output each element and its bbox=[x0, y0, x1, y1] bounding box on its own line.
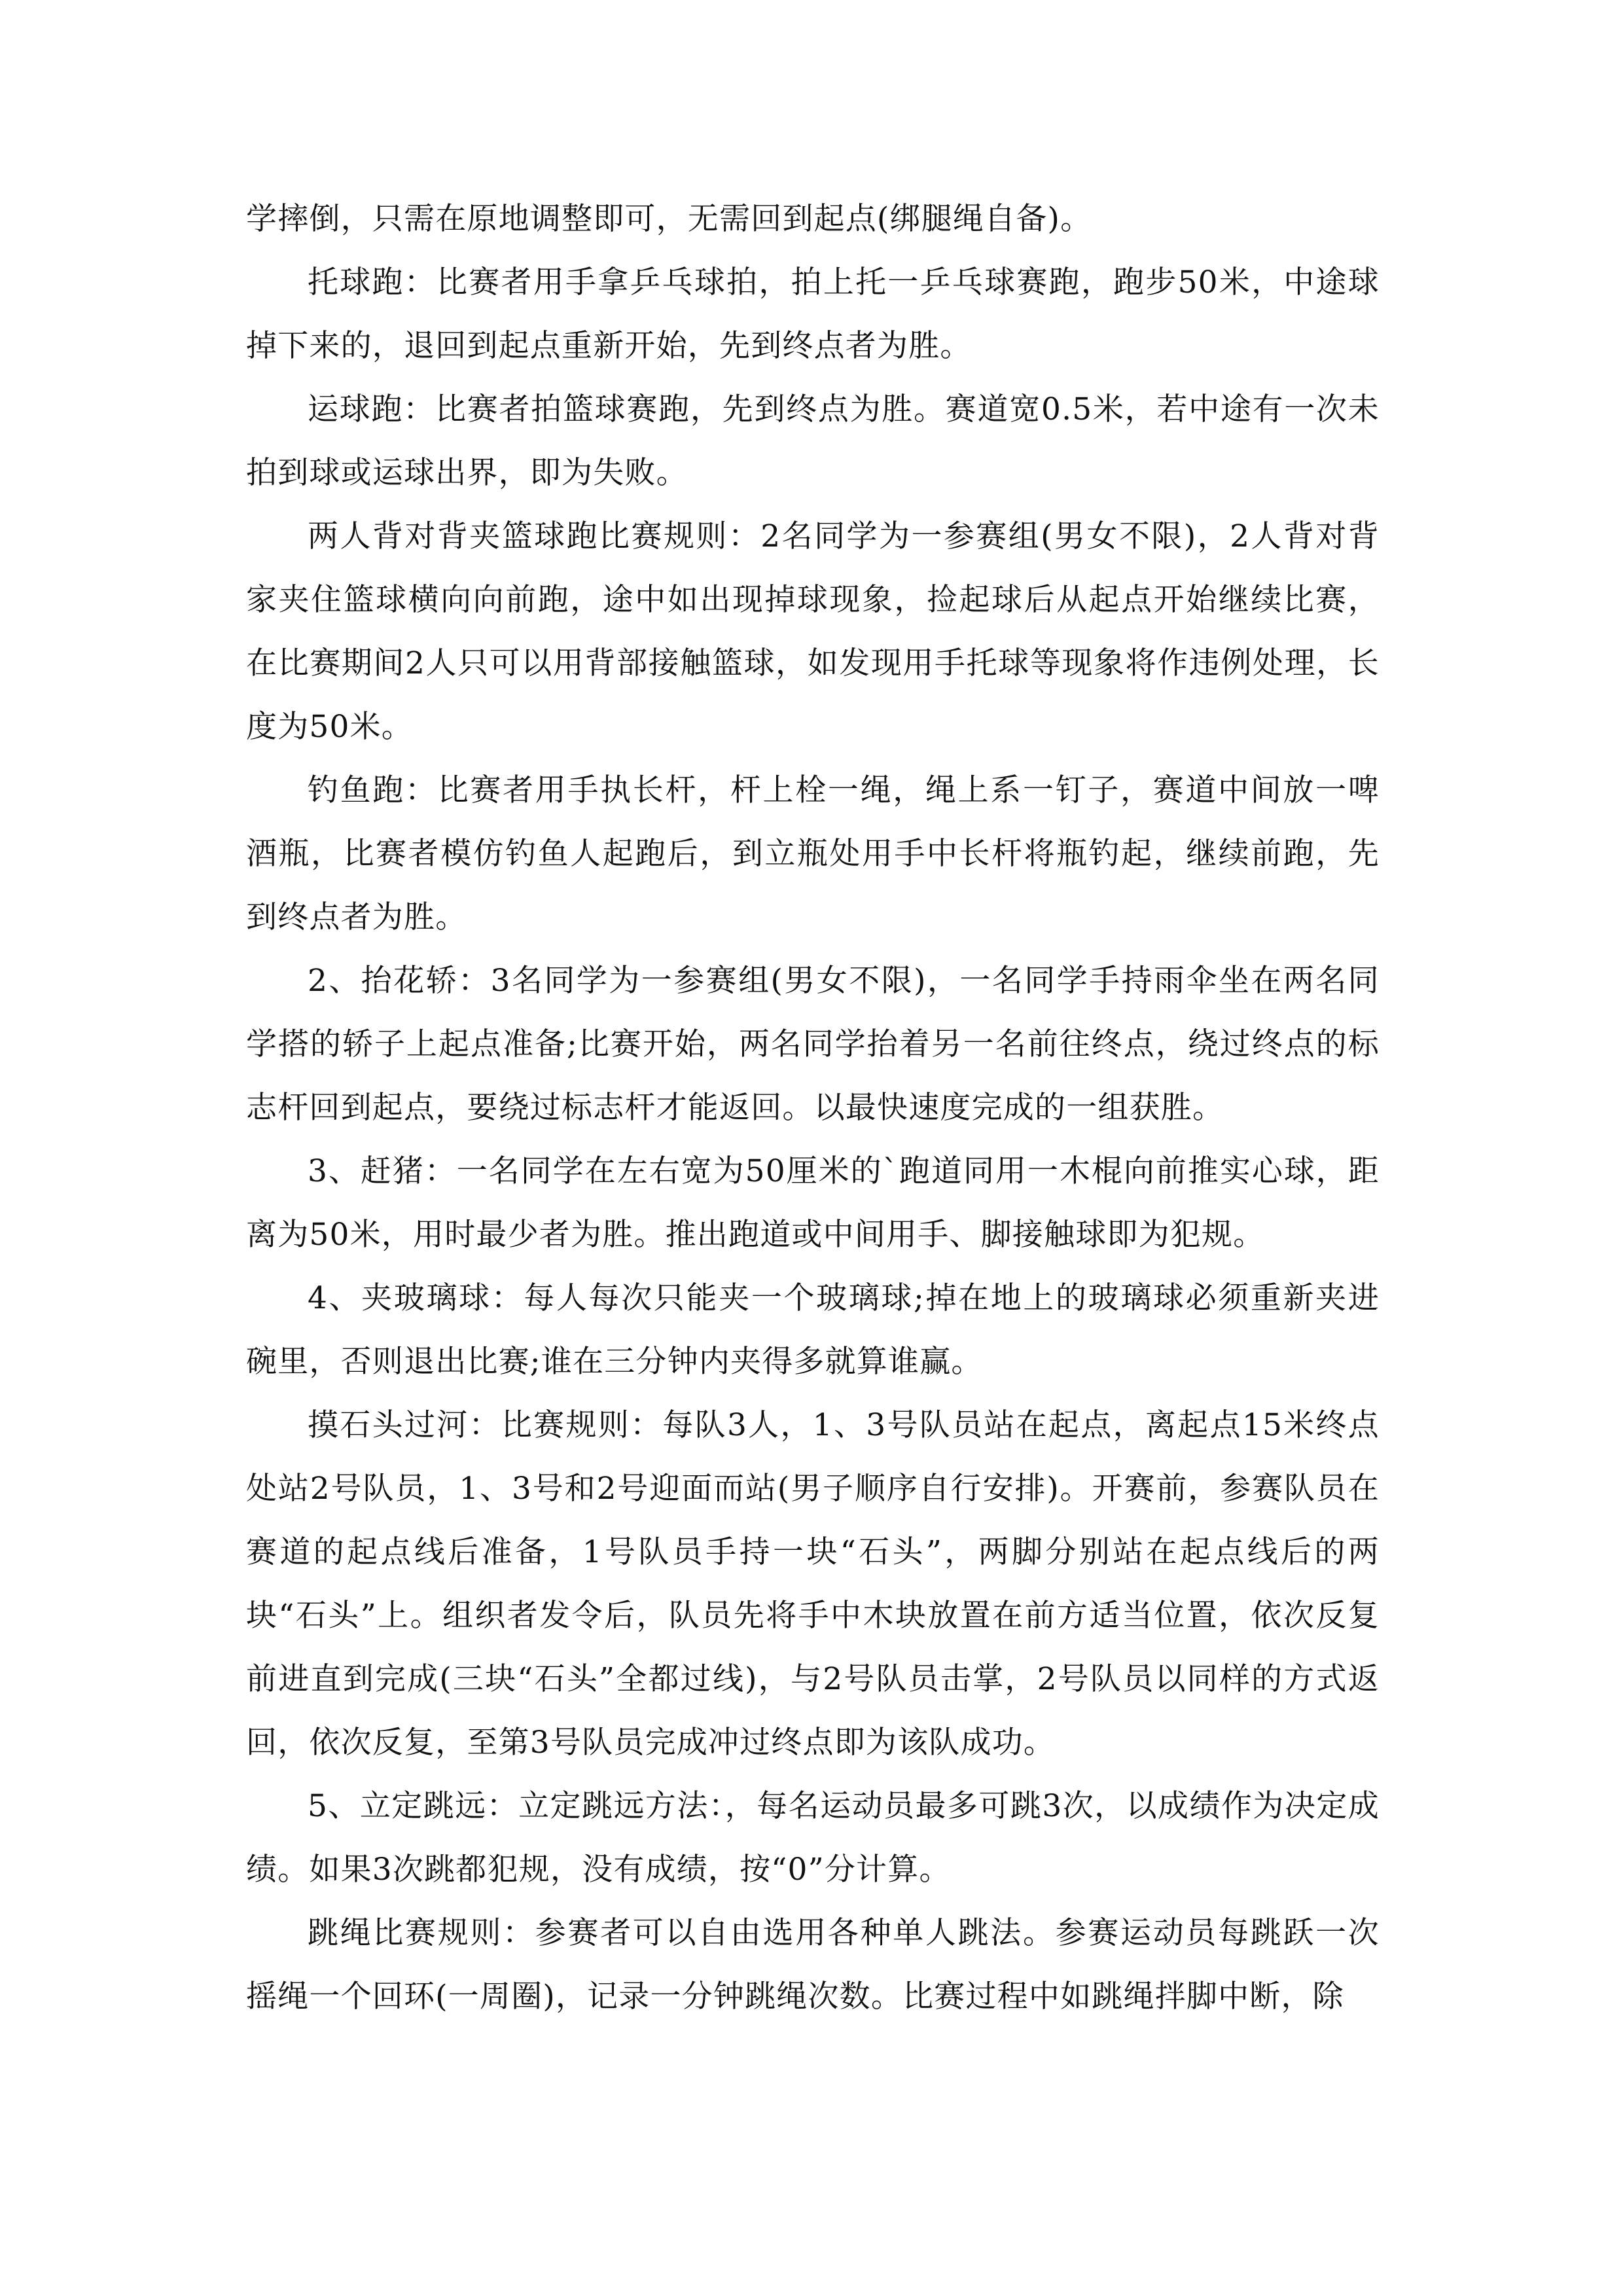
document-body bbox=[246, 187, 1380, 2028]
paragraph-pig-driving: 3、赶猪：一名同学在左右宽为50厘米的`跑道同用一木棍向前推实心球，距离为50米，用时最少者为胜。推出跑道或中间用手、脚接触球即为犯规。 bbox=[246, 1153, 1380, 1253]
paragraph-flower-sedan: 2、抬花轿：3名同学为一参赛组(男女不限)，一名同学手持雨伞坐在两名同学搭的轿子上起点准备;比赛开始，两名同学抬着另一名前往终点，绕过终点的标志杆回到起点，要绕过标志杆才能返回。以最快速度完成的一组获胜。 bbox=[246, 963, 1380, 1126]
paragraph-fishing-race: 钓鱼跑：比赛者用手执长杆，杆上栓一绳，绳上系一钉子，赛道中间放一啤酒瓶，比赛者模仿钓鱼人起跑后，到立瓶处用手中长杆将瓶钓起，继续前跑，先到终点者为胜。 bbox=[246, 772, 1380, 935]
paragraph-rope-skipping: 跳绳比赛规则：参赛者可以自由选用各种单人跳法。参赛运动员每跳跃一次摇绳一个回环(一周圈)，记录一分钟跳绳次数。比赛过程中如跳绳拌脚中断，除 bbox=[246, 1915, 1380, 2015]
paragraph-continuation: 学摔倒，只需在原地调整即可，无需回到起点(绑腿绳自备)。 bbox=[246, 201, 1092, 237]
paragraph-ping-pong-ball-race: 托球跑：比赛者用手拿乒乓球拍，拍上托一乒乓球赛跑，跑步50米，中途球掉下来的，退回到起点重新开始，先到终点者为胜。 bbox=[246, 264, 1380, 364]
paragraph-dribbling-race: 运球跑：比赛者拍篮球赛跑，先到终点为胜。赛道宽0.5米，若中途有一次未拍到球或运球出界，即为失败。 bbox=[246, 391, 1380, 491]
paragraph-standing-long-jump: 5、立定跳远：立定跳远方法：，每名运动员最多可跳3次，以成绩作为决定成绩。如果3次跳都犯规，没有成绩，按“0”分计算。 bbox=[246, 1788, 1380, 1888]
paragraph-marble-picking: 4、夹玻璃球：每人每次只能夹一个玻璃球;掉在地上的玻璃球必须重新夹进碗里，否则退出比赛;谁在三分钟内夹得多就算谁赢。 bbox=[246, 1280, 1380, 1380]
paragraph-stepping-stones: 摸石头过河：比赛规则：每队3人，1、3号队员站在起点，离起点15米终点处站2号队员，1、3号和2号迎面而站(男子顺序自行安排)。开赛前，参赛队员在赛道的起点线后准备，1号队员手持一块“石头”，两脚分别站在起点线后的两块“石头”上。组织者发令后，队员先将手中木块放置在前方适当位置，依次反复前进直到完成(三块“石头”全都过线)，与2号队员击掌，2号队员以同样的方式返回，依次反复，至第3号队员完成冲过终点即为该队成功。 bbox=[246, 1407, 1380, 1761]
paragraph-back-to-back-basketball-race: 两人背对背夹篮球跑比赛规则：2名同学为一参赛组(男女不限)，2人背对背家夹住篮球横向向前跑，途中如出现掉球现象，捡起球后从起点开始继续比赛，在比赛期间2人只可以用背部接触篮球，如发现用手托球等现象将作违例处理，长度为50米。 bbox=[246, 518, 1380, 745]
